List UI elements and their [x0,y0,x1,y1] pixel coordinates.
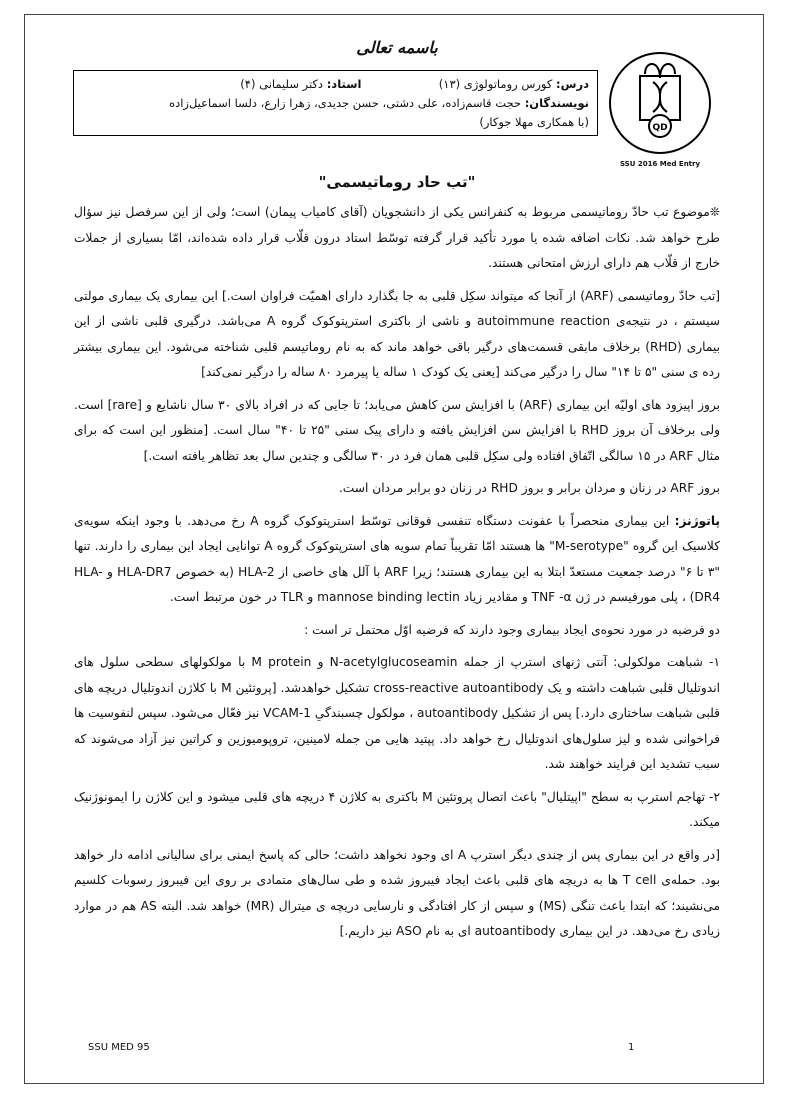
basmala-heading: باسمه تعالی [356,38,438,57]
paragraph-pathogenesis: پاتوژنز: این بیماری منحصراً با عفونت دستگاه تنفسی فوقانی توسّط استرپتوکوک گروه A رخ می‌دهد. با وجود اینکه سویه‌ی کلاسیک این گروه "M-serotype" ها هستند امّا تقریباً تمام سویه های استرپتوکوک گروه A توانایی ایجاد این بیماری را دارند. تنها "۳ تا ۶" درصد جمعیت مستعدّ ابتلا به این بیماری هستند؛ زیرا ARF با آلل های خاصی از HLA-2 (به خصوص HLA-DR7 و HLA-DR4) ، پلی مورفیسم در ژن TNF -α و مقادیر زیاد mannose binding lectin و TLR در خون مرتبط است. [74,513,721,604]
paragraph-intro: ❊موضوع تب حادّ روماتیسمی مربوط به کنفرانس یکی از دانشجویان (آقای کامیاب پیمان) است؛ ولی از این سرفصل نیز سؤال طرح خواهد شد. نکات اضافه شده یا مورد تأکید قرار گرفته توسّط استاد درون قلّاب قرار داده شده‌اند، امّا بسیاری از جملات خارج از قلّاب هم دارای ارزش امتحانی هستند. [74,205,720,270]
page-number: 1 [628,1042,635,1053]
document-title: "تب حاد روماتیسمی" [318,173,476,191]
logo-emblem-icon [605,48,715,158]
course-info-box [73,70,598,136]
authors-row [82,94,589,113]
paragraph-epithelial-invasion: ۲- تهاجم استرپ به سطح "اپیتلیال" باعث اتصال پروتئین M باکتری به کلاژن ۴ دریچه های قلبی میشود و این کلاژن را ایمونوژنیک میکند. [74,789,720,829]
course-label: درس: [556,77,589,91]
paragraph-hypotheses-intro: دو فرضیه در مورد نحوه‌ی ایجاد بیماری وجود دارند که فرضیه اوّل محتمل تر است : [304,622,720,637]
paragraph-sex-ratio: بروز ARF در زنان و مردان برابر و بروز RHD در زنان دو برابر مردان است. [338,481,720,495]
course-value: کورس روماتولوژی (۱۳) [438,77,553,91]
teacher-label: استاد: [326,77,362,91]
paragraph-arf-definition: [تب حادّ روماتیسمی (ARF) از آنجا که میتواند سکِل قلبی به جا بگذارد دارای اهمیّت فراوان است.] این بیماری یک بیماری مولتی سیستم ، در نتیجه‌ی autoimmune reaction و ناشی از باکتری استرپتوکوک گروه A می‌باشد. درگیری قلبی ناشی از این بیماری (RHD) برخلاف مابقی قسمت‌های درگیر باقی خواهد ماند که به نام روماتیسم قلبی شناخته می‌شود. این بیماری بیشتر رده ی سنی "۵ تا ۱۴" سال را درگیر می‌کند [یعنی یک کودک ۱ ساله یا پیرمرد ۸۰ ساله را درگیر نمی‌کند] [74,288,721,379]
paragraph-chronic-response: [در واقع در این بیماری پس از چندی دیگر استرپ A ای وجود نخواهد داشت؛ حالی که پاسخ ایمنی برای سالیانی ادامه دار خواهد بود. حمله‌ی T cell ها به دریچه های قلبی باعث ایجاد فیبروز شده و طی سال‌های متمادی بر روی این فیبروز رسوبات کلسیم می‌نشیند؛ که ابتدا باعث تنگی (MS) و سپس از کار افتادگی و نارسایی دریچه ی میترال (MR) خواهد شد. البته AS هم در موارد زیادی رخ می‌دهد. در این بیماری autoantibody ای به نام ASO نیز داریم.] [74,847,720,938]
authors-label: نویسندگان: [524,96,589,110]
document-body [74,200,720,952]
paragraph-epidemiology: بروز اپیزود های اولیّه این بیماری (ARF) با افزایش سن کاهش می‌یابد؛ تا جایی که در افراد بالای ۳۰ سال ناشایع و [rare] است. ولی برخلاف آن بروز RHD با افزایش سن افزایش یافته و دارای پیک سنی "۲۵ تا ۴۰" سال است. [منظور این است که برای مثال ARF در ۱۵ سالگی اتّفاق افتاده ولی سکِل قلبی همان فرد در ۳۰ سالگی و چندین سال بعد تظاهر یافته است.] [74,397,720,463]
course-row [82,75,589,94]
authors-value: حجت قاسم‌زاده، علی دشتی، حسن جدیدی، زهرا زارع، دلسا اسماعیل‌زاده [169,96,522,110]
footer-label: SSU MED 95 [88,1042,150,1053]
paragraph-molecular-mimicry: ۱- شباهت مولکولی: آنتی ژنهای استرپ از جمله N-acetylglucoseamin و M protein با مولکولهای سطحی سلول های اندوتلیال قلبی شباهت داشته و یک cross-reactive autoantibody تشکیل خواهدشد. [پروتئین M با کلاژن اندوتلیال دریچه های قلبی شباهت ساختاری دارد.] پس از تشکیل autoantibody ، مولکول چسبندگیِ VCAM-1 نیز فعّال می‌شود. سپس لنفوسیت ها فراخوانی شده و لیز سلول‌های اندوتلیال رخ خواهد داد. پپتید هایی من جمله لامینین، تروپومیوزین و کراتین نیز آزاد می‌شوند که سبب تشدید این فرایند خواهند شد. [74,655,721,771]
university-logo [605,48,715,178]
teacher-value: دکتر سلیمانی (۴) [240,77,324,91]
collaboration-row: (با همکاری مهلا جوکار) [479,115,589,129]
logo-monogram: QD [652,123,668,133]
logo-caption: SSU 2016 Med Entry [619,160,701,168]
